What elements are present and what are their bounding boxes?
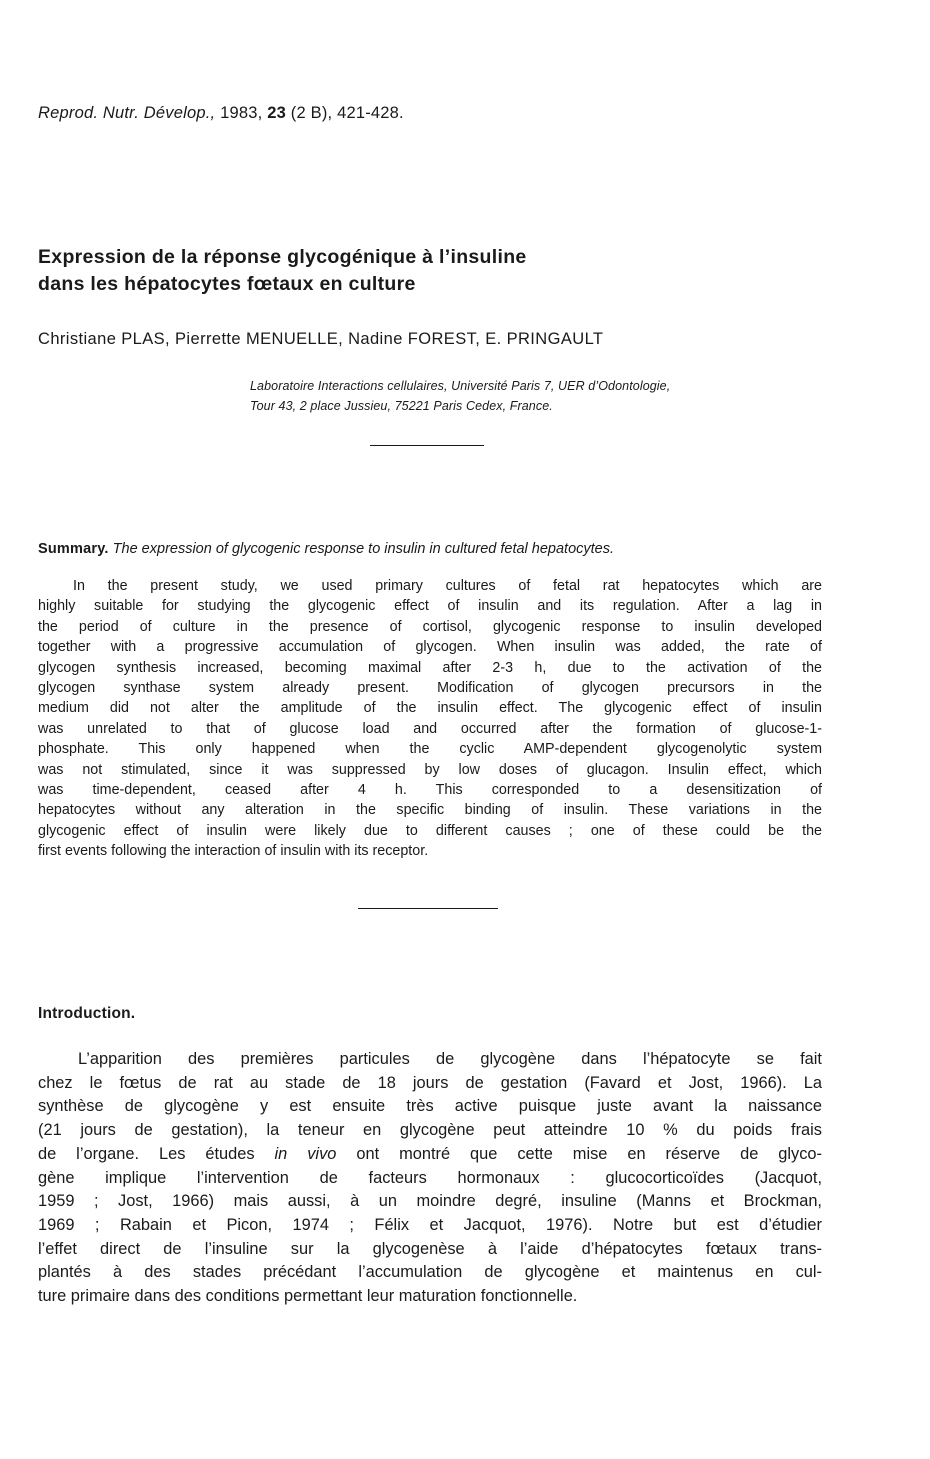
introduction-text [38,1048,822,1309]
summary-text [38,576,822,862]
summary-line: hepatocytes without any alteration in the specific binding of insulin. These variations in the [38,802,822,819]
journal-reference [38,104,404,123]
summary-line: medium did not alter the amplitude of the insulin effect. The glycogenic effect of insulin [38,700,822,717]
summary-line: was not stimulated, since it was suppressed by low doses of glucagon. Insulin effect, which [38,761,822,778]
affiliation-line-1: Laboratoire Interactions cellulaires, Université Paris 7, UER d’Odontologie, [250,379,671,393]
paragraph-line: plantés à des stades précédant l’accumulation de glycogène et maintenus en cul- [38,1263,822,1282]
line-segment: de l’organe. Les études [38,1144,255,1163]
affiliation [250,376,670,416]
paragraph-line: 1969 ; Rabain et Picon, 1974 ; Félix et Jacquot, 1976). Notre but est d’étudier [38,1215,822,1234]
summary-line: phosphate. This only happened when the cyclic AMP-dependent glycogenolytic system [38,741,822,758]
paragraph-line [38,1143,822,1167]
journal-issue-pages: (2 B), 421-428. [290,104,404,122]
summary-label: Summary. [38,541,109,557]
section-heading-introduction: Introduction. [38,1005,136,1022]
summary-line: the period of culture in the presence of cortisol, glycogenic response to insulin developed [38,618,822,635]
journal-year: 1983, [220,104,263,122]
summary-line: together with a progressive accumulation of glycogen. When insulin was added, the rate of [38,639,822,656]
summary-line: highly suitable for studying the glycogenic effect of insulin and its regulation. After a lag in [38,598,822,615]
summary-heading [38,541,614,557]
line-segment: ont montré que cette mise en réserve de glyco- [356,1144,823,1163]
separator-rule [370,445,484,446]
separator-rule [358,908,498,909]
paragraph-line: 1959 ; Jost, 1966) mais aussi, à un moindre degré, insuline (Manns et Brockman, [38,1192,822,1211]
title-line-1: Expression de la réponse glycogénique à l’insuline [38,246,527,268]
summary-title: The expression of glycogenic response to insulin in cultured fetal hepatocytes. [112,541,615,557]
paragraph-line: L’apparition des premières particules de glycogène dans l’hépatocyte se fait [78,1050,822,1068]
summary-line: was unrelated to that of glucose load and occurred after the formation of glucose-1- [38,720,822,737]
title-line-2: dans les hépatocytes fœtaux en culture [38,273,416,295]
summary-line: glycogenic effect of insulin were likely due to different causes ; one of these could be the [38,822,822,839]
paragraph-line: gène implique l’intervention de facteurs hormonaux : glucocorticoïdes (Jacquot, [38,1168,822,1187]
summary-line: was time-dependent, ceased after 4 h. This corresponded to a desensitization of [38,782,822,799]
paragraph-line: chez le fœtus de rat au stade de 18 jours de gestation (Favard et Jost, 1966). La [38,1073,822,1092]
paragraph-line: ture primaire dans des conditions permettant leur maturation fonctionnelle. [38,1287,578,1306]
paper-title [38,244,798,298]
journal-name: Reprod. Nutr. Dévelop., [38,104,216,122]
author-list: Christiane PLAS, Pierrette MENUELLE, Nadine FOREST, E. PRINGAULT [38,330,604,348]
summary-line: In the present study, we used primary cultures of fetal rat hepatocytes which are [73,578,822,594]
paragraph-line: synthèse de glycogène y est ensuite très active puisque juste avant la naissance [38,1097,822,1116]
summary-line: glycogen synthesis increased, becoming maximal after 2-3 h, due to the activation of the [38,659,822,676]
summary-line: glycogen synthase system already present. Modification of glycogen precursors in the [38,680,822,697]
journal-volume: 23 [267,104,286,122]
paragraph-line: l’effet direct de l’insuline sur la glycogenèse à l’aide d’hépatocytes fœtaux trans- [38,1239,822,1258]
affiliation-line-2: Tour 43, 2 place Jussieu, 75221 Paris Cedex, France. [250,399,553,413]
summary-line: first events following the interaction of insulin with its receptor. [38,843,429,860]
italic-term: in vivo [274,1144,337,1163]
paragraph-line: (21 jours de gestation), la teneur en glycogène peut atteindre 10 % du poids frais [38,1121,822,1140]
